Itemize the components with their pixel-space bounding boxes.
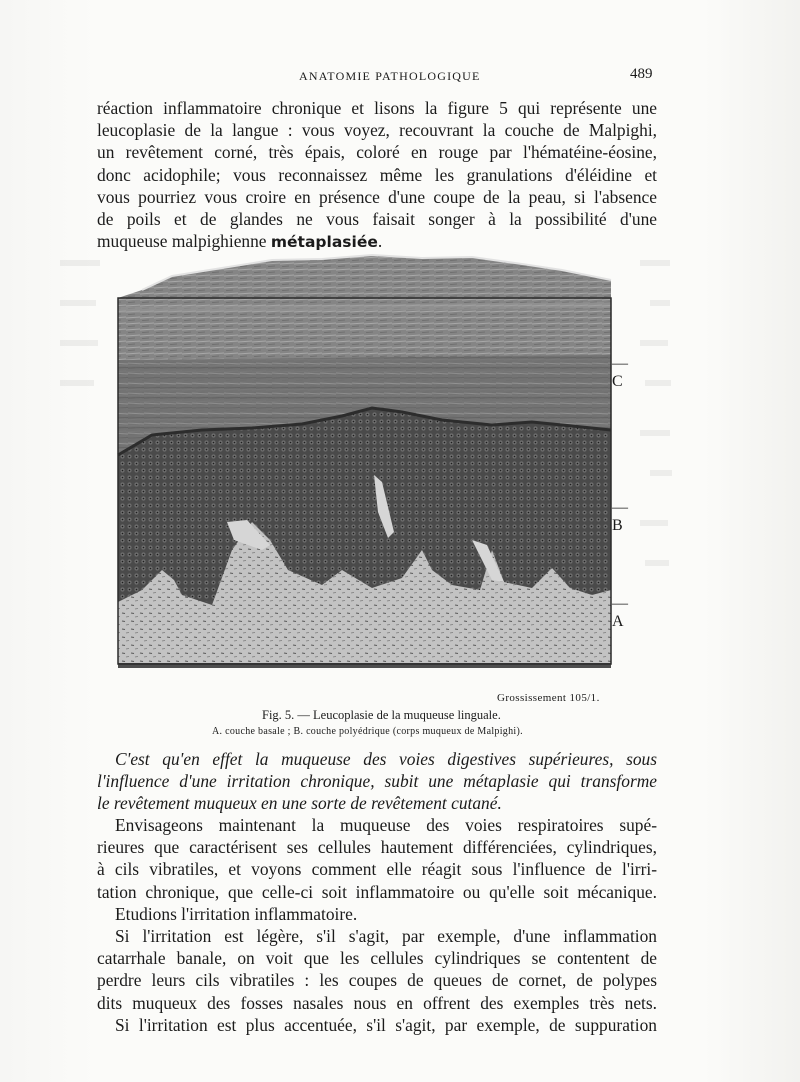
text-line: un revêtement corné, très épais, coloré en rouge par l'hématéine-éosine, <box>97 142 657 163</box>
text-line: à cils vibratiles, et voyons comment elle réagit sous l'influence de l'irri- <box>97 859 657 880</box>
paragraph-severe-irritation <box>97 1014 657 1036</box>
histology-illustration <box>112 250 617 670</box>
text-line: l'influence d'une irritation chronique, subit une métaplasie qui transforme <box>97 771 657 792</box>
figure-caption: Fig. 5. — Leucoplasie de la muqueuse linguale. <box>262 708 501 722</box>
text-line: dits muqueux des fosses nasales nous en offrent des exemples très nets. <box>97 992 657 1013</box>
text-run: . <box>377 231 383 252</box>
text-line: Si l'irritation est légère, s'il s'agit, par exemple, d'une inflammation <box>115 926 657 946</box>
text-line: Etudions l'irritation inflammatoire. <box>115 904 358 924</box>
paragraph-italic <box>97 748 657 815</box>
label-marker-C: —C <box>612 355 628 390</box>
text-line: réaction inflammatoire chronique et lisons la figure 5 qui représente une <box>97 98 657 118</box>
paragraph-heading-line <box>97 903 657 925</box>
magnification-note: Grossissement 105/1. <box>497 692 600 704</box>
page-number: 489 <box>630 66 653 82</box>
text-line: leucoplasie de la langue : vous voyez, recouvrant la couche de Malpighi, <box>97 120 657 141</box>
text-run: muqueuse malpighienne <box>97 231 271 252</box>
paragraph-mild-irritation <box>97 925 657 1014</box>
text-line: Envisageons maintenant la muqueuse des voies respiratoires supé- <box>115 815 657 835</box>
histology-figure <box>112 250 628 670</box>
text-line: tation chronique, que celle-ci soit inflammatoire ou qu'elle soit mécanique. <box>97 881 657 902</box>
text-line: donc acidophile; vous reconnaissez même les granulations d'éléidine et <box>97 164 657 185</box>
text-line: de poils et de glandes ne vous faisait songer à la possibilité d'une <box>97 209 657 230</box>
running-head: ANATOMIE PATHOLOGIQUE <box>299 69 481 83</box>
bold-term: métaplasiée <box>270 233 378 252</box>
text-line: C'est qu'en effet la muqueuse des voies digestives supérieures, sous <box>115 749 657 769</box>
text-line: rieures que caractérisent ses cellules hautement différenciées, cylindriques, <box>97 837 657 858</box>
paragraph-respiratory <box>97 814 657 903</box>
text-line: catarrhale banale, on voit que les cellules cylindriques se contentent de <box>97 948 657 969</box>
text-line: le revêtement muqueux en une sorte de revêtement cutané. <box>97 793 502 814</box>
label-marker-B: —B <box>612 499 628 534</box>
figure-legend: A. couche basale ; B. couche polyédrique (corps muqueux de Malpighi). <box>212 726 523 737</box>
text-line: Si l'irritation est plus accentuée, s'il s'agit, par exemple, de suppuration <box>115 1015 657 1035</box>
label-marker-A: —A <box>612 595 628 630</box>
text-line: vous pourriez vous croire en présence d'une coupe de la peau, si l'absence <box>97 186 657 207</box>
paragraph-intro <box>97 97 657 253</box>
text-line: perdre leurs cils vibratiles : les coupes de queues de cornet, de polypes <box>97 970 657 991</box>
